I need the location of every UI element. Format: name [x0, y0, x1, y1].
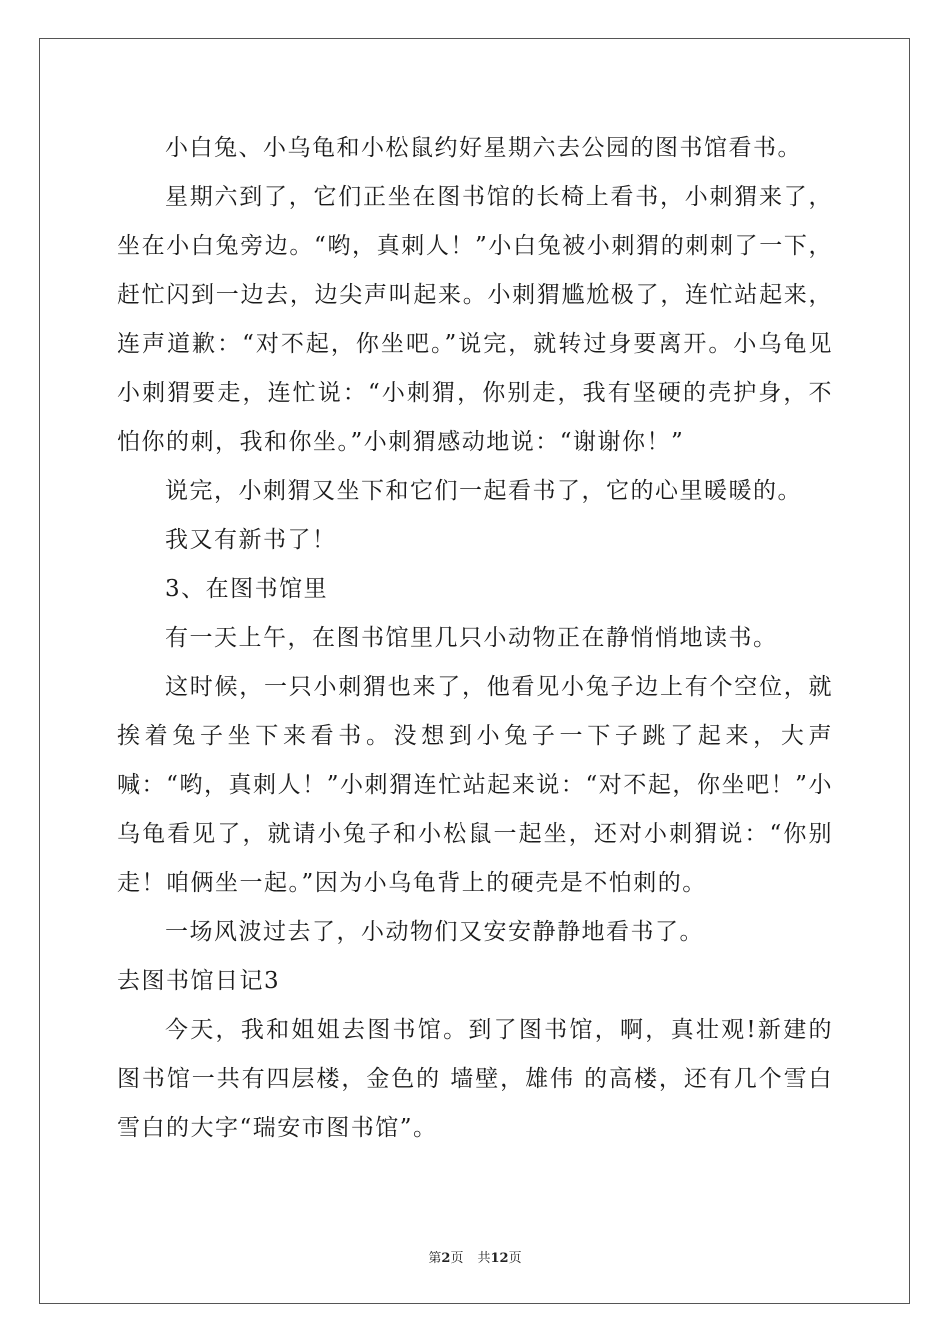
paragraph: 今天，我和姐姐去图书馆。到了图书馆，啊，真壮观!新建的图书馆一共有四层楼，金色的 墙壁，雄伟 的高楼，还有几个雪白雪白的大字“瑞安市图书馆”。: [117, 1017, 833, 1141]
page-prefix: 第: [428, 1251, 442, 1266]
paragraph: 说完，小刺猬又坐下和它们一起看书了，它的心里暖暖的。: [165, 478, 802, 504]
paragraph: 一场风波过去了，小动物们又安安静静地看书了。: [165, 919, 704, 945]
paragraph: 这时候，一只小刺猬也来了，他看见小兔子边上有个空位，就挨着兔子坐下来看书。没想到小兔子一下子跳了起来，大声喊：“哟，真刺人！”小刺猬连忙站起来说：“对不起，你坐吧！”小乌龟看见了，就请小兔子和小松鼠一起坐，还对小刺猬说：“你别走！咱俩坐一起。”因为小乌龟背上的硬壳是不怕刺的。: [117, 674, 833, 896]
document-body: [117, 124, 833, 1153]
paragraph: 我又有新书了！: [165, 527, 337, 553]
total-prefix: 共: [477, 1251, 491, 1266]
total-unit: 页: [508, 1251, 522, 1266]
paragraph: 有一天上午，在图书馆里几只小动物正在静悄悄地读书。: [165, 625, 778, 651]
article-title: 去图书馆日记3: [117, 968, 281, 994]
section-heading: 3、在图书馆里: [165, 576, 329, 602]
page-footer: [0, 1250, 950, 1268]
paragraph: 小白兔、小乌龟和小松鼠约好星期六去公园的图书馆看书。: [165, 135, 802, 161]
paragraph: 星期六到了，它们正坐在图书馆的长椅上看书，小刺猬来了，坐在小白兔旁边。“哟，真刺人！”小白兔被小刺猬的刺刺了一下，赶忙闪到一边去，边尖声叫起来。小刺猬尴尬极了，连忙站起来，连声道歉：“对不起，你坐吧。”说完，就转过身要离开。小乌龟见小刺猬要走，连忙说：“小刺猬，你别走，我有坚硬的壳护身，不怕你的刺，我和你坐。”小刺猬感动地说：“谢谢你！”: [117, 184, 833, 455]
page-unit: 页: [450, 1251, 464, 1266]
page-total: 12: [490, 1251, 509, 1266]
page-number: 2: [441, 1251, 451, 1266]
